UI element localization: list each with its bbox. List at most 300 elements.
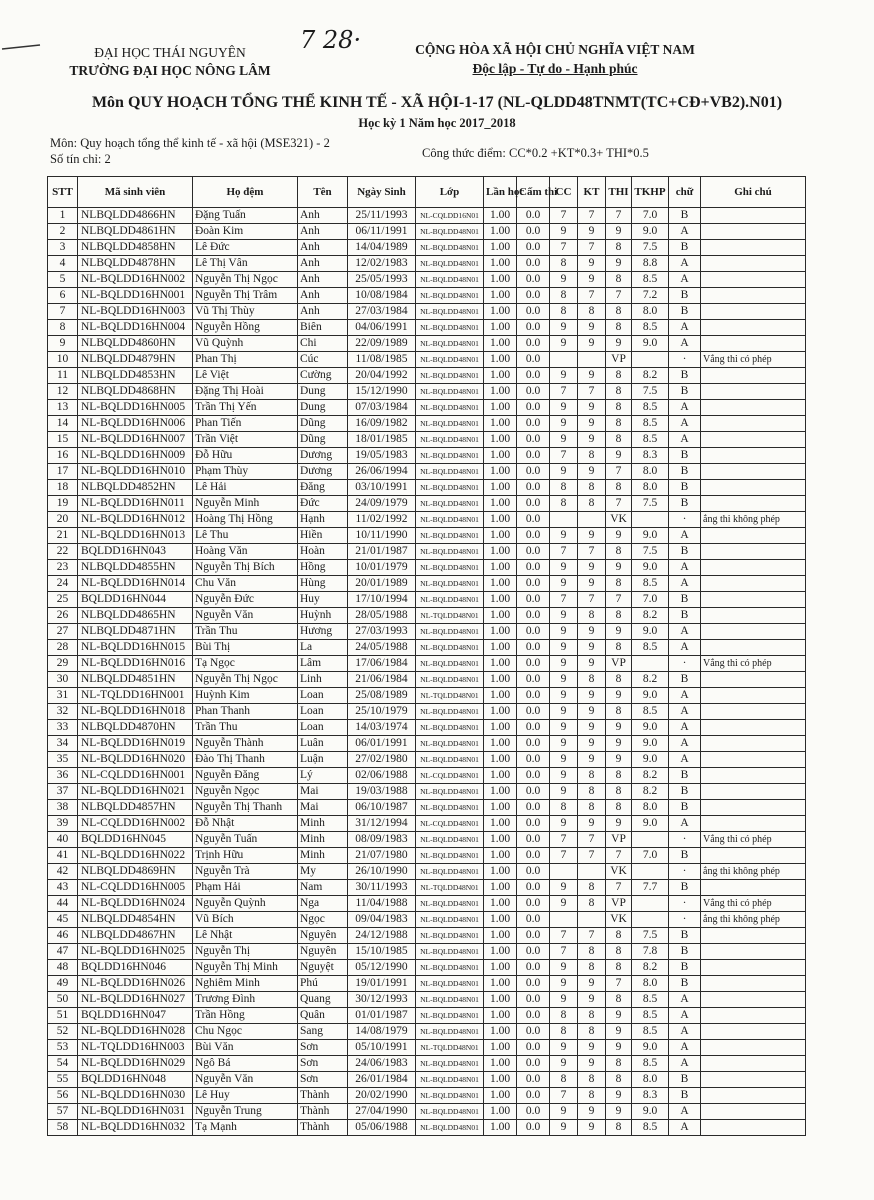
cell-surname: Đặng Thị Hoài — [193, 384, 298, 400]
cell-class: NL-BQLDD48N01 — [416, 240, 484, 256]
cell-class: NL-BQLDD48N01 — [416, 1072, 484, 1088]
cell-dob: 05/12/1990 — [348, 960, 416, 976]
cell-note — [701, 736, 806, 752]
cell-surname: Nguyễn Ngọc — [193, 784, 298, 800]
cell-tkhp: 8.5 — [632, 1008, 669, 1024]
cell-kt: 9 — [578, 368, 606, 384]
cell-given-name: Dung — [298, 384, 348, 400]
cell-attempt: 1.00 — [484, 512, 517, 528]
cell-letter: A — [669, 1008, 701, 1024]
cell-given-name: Hạnh — [298, 512, 348, 528]
cell-stt: 33 — [48, 720, 78, 736]
cell-student-id: NL-BQLDD16HN012 — [78, 512, 193, 528]
table-row — [48, 992, 806, 1008]
cell-dob: 25/11/1993 — [348, 208, 416, 224]
cell-thi: 8 — [606, 304, 632, 320]
cell-letter: B — [669, 928, 701, 944]
table-row — [48, 288, 806, 304]
cell-dob: 27/04/1990 — [348, 1104, 416, 1120]
cell-kt: 9 — [578, 320, 606, 336]
cell-attempt: 1.00 — [484, 560, 517, 576]
cell-student-id: NL-BQLDD16HN009 — [78, 448, 193, 464]
cell-cc: 9 — [550, 320, 578, 336]
cell-kt: 7 — [578, 208, 606, 224]
cell-ban: 0.0 — [517, 1072, 550, 1088]
table-row — [48, 784, 806, 800]
cell-surname: Trần Thị Yến — [193, 400, 298, 416]
cell-dob: 15/12/1990 — [348, 384, 416, 400]
cell-thi: 8 — [606, 672, 632, 688]
cell-stt: 24 — [48, 576, 78, 592]
table-row — [48, 640, 806, 656]
cell-given-name: Dũng — [298, 432, 348, 448]
cell-class: NL-BQLDD48N01 — [416, 832, 484, 848]
cell-cc: 9 — [550, 992, 578, 1008]
cell-thi: 9 — [606, 528, 632, 544]
cell-kt: 8 — [578, 1072, 606, 1088]
cell-thi: 8 — [606, 928, 632, 944]
cell-attempt: 1.00 — [484, 672, 517, 688]
column-header: Tên — [298, 177, 348, 208]
cell-given-name: Đăng — [298, 480, 348, 496]
cell-class: NL-BQLDD48N01 — [416, 368, 484, 384]
cell-ban: 0.0 — [517, 912, 550, 928]
cell-thi: 8 — [606, 384, 632, 400]
cell-stt: 29 — [48, 656, 78, 672]
cell-student-id: NL-BQLDD16HN030 — [78, 1088, 193, 1104]
cell-kt: 8 — [578, 896, 606, 912]
cell-cc: 9 — [550, 1120, 578, 1136]
cell-given-name: Anh — [298, 304, 348, 320]
cell-student-id: NL-BQLDD16HN025 — [78, 944, 193, 960]
cell-note — [701, 1008, 806, 1024]
cell-stt: 30 — [48, 672, 78, 688]
cell-class: NL-BQLDD48N01 — [416, 544, 484, 560]
cell-note — [701, 496, 806, 512]
cell-given-name: Loan — [298, 688, 348, 704]
cell-letter: B — [669, 368, 701, 384]
cell-ban: 0.0 — [517, 608, 550, 624]
cell-attempt: 1.00 — [484, 624, 517, 640]
cell-ban: 0.0 — [517, 400, 550, 416]
cell-ban: 0.0 — [517, 848, 550, 864]
cell-cc: 9 — [550, 432, 578, 448]
cell-note — [701, 416, 806, 432]
cell-class: NL-BQLDD48N01 — [416, 1104, 484, 1120]
cell-given-name: Phú — [298, 976, 348, 992]
cell-cc: 9 — [550, 640, 578, 656]
cell-note — [701, 880, 806, 896]
cell-cc: 7 — [550, 592, 578, 608]
table-row — [48, 304, 806, 320]
table-row — [48, 320, 806, 336]
cell-ban: 0.0 — [517, 416, 550, 432]
cell-letter: A — [669, 256, 701, 272]
cell-attempt: 1.00 — [484, 784, 517, 800]
cell-attempt: 1.00 — [484, 928, 517, 944]
cell-given-name: Sơn — [298, 1056, 348, 1072]
cell-cc: 9 — [550, 976, 578, 992]
cell-given-name: Đức — [298, 496, 348, 512]
cell-stt: 53 — [48, 1040, 78, 1056]
table-row — [48, 512, 806, 528]
cell-kt: 8 — [578, 496, 606, 512]
cell-attempt: 1.00 — [484, 1104, 517, 1120]
cell-note — [701, 560, 806, 576]
cell-kt: 9 — [578, 656, 606, 672]
cell-dob: 20/04/1992 — [348, 368, 416, 384]
cell-ban: 0.0 — [517, 320, 550, 336]
cell-kt: 8 — [578, 880, 606, 896]
cell-ban: 0.0 — [517, 624, 550, 640]
cell-class: NL-BQLDD48N01 — [416, 672, 484, 688]
cell-attempt: 1.00 — [484, 944, 517, 960]
cell-thi: VP — [606, 832, 632, 848]
cell-note — [701, 752, 806, 768]
cell-letter: B — [669, 784, 701, 800]
cell-tkhp: 9.0 — [632, 224, 669, 240]
country-name: CỘNG HÒA XÃ HỘI CHỦ NGHĨA VIỆT NAM — [415, 42, 695, 57]
table-row — [48, 208, 806, 224]
cell-attempt: 1.00 — [484, 1120, 517, 1136]
column-header: STT — [48, 177, 78, 208]
table-row — [48, 976, 806, 992]
cell-class: NL-BQLDD48N01 — [416, 912, 484, 928]
cell-stt: 34 — [48, 736, 78, 752]
table-row — [48, 624, 806, 640]
cell-ban: 0.0 — [517, 864, 550, 880]
cell-attempt: 1.00 — [484, 912, 517, 928]
cell-thi: 9 — [606, 1088, 632, 1104]
table-row — [48, 1088, 806, 1104]
cell-given-name: Cúc — [298, 352, 348, 368]
cell-kt: 7 — [578, 544, 606, 560]
table-row — [48, 1040, 806, 1056]
cell-cc: 9 — [550, 1040, 578, 1056]
cell-ban: 0.0 — [517, 1120, 550, 1136]
cell-surname: Chu Ngọc — [193, 1024, 298, 1040]
cell-surname: Lê Thu — [193, 528, 298, 544]
cell-cc — [550, 912, 578, 928]
table-row — [48, 720, 806, 736]
cell-dob: 14/03/1974 — [348, 720, 416, 736]
cell-ban: 0.0 — [517, 352, 550, 368]
cell-student-id: NLBQLDD4879HN — [78, 352, 193, 368]
cell-tkhp: 7.7 — [632, 880, 669, 896]
cell-student-id: NL-BQLDD16HN024 — [78, 896, 193, 912]
cell-given-name: Cường — [298, 368, 348, 384]
cell-thi: 8 — [606, 576, 632, 592]
cell-thi: 8 — [606, 992, 632, 1008]
cell-class: NL-BQLDD48N01 — [416, 752, 484, 768]
cell-attempt: 1.00 — [484, 1056, 517, 1072]
table-row — [48, 576, 806, 592]
cell-class: NL-BQLDD48N01 — [416, 384, 484, 400]
cell-given-name: Hồng — [298, 560, 348, 576]
cell-thi: 8 — [606, 320, 632, 336]
cell-stt: 51 — [48, 1008, 78, 1024]
cell-attempt: 1.00 — [484, 432, 517, 448]
cell-ban: 0.0 — [517, 640, 550, 656]
cell-given-name: Dung — [298, 400, 348, 416]
cell-tkhp: 8.0 — [632, 800, 669, 816]
cell-kt: 8 — [578, 672, 606, 688]
cell-attempt: 1.00 — [484, 496, 517, 512]
cell-given-name: Minh — [298, 816, 348, 832]
cell-stt: 21 — [48, 528, 78, 544]
cell-tkhp: 8.2 — [632, 368, 669, 384]
cell-letter: A — [669, 1040, 701, 1056]
cell-surname: Nguyễn Hồng — [193, 320, 298, 336]
cell-given-name: Mai — [298, 800, 348, 816]
cell-attempt: 1.00 — [484, 1088, 517, 1104]
cell-tkhp — [632, 512, 669, 528]
cell-given-name: Anh — [298, 208, 348, 224]
cell-student-id: BQLDD16HN048 — [78, 1072, 193, 1088]
cell-tkhp: 8.5 — [632, 1024, 669, 1040]
cell-dob: 17/06/1984 — [348, 656, 416, 672]
cell-surname: Huỳnh Kim — [193, 688, 298, 704]
cell-note — [701, 720, 806, 736]
cell-dob: 17/10/1994 — [348, 592, 416, 608]
cell-surname: Vũ Bích — [193, 912, 298, 928]
cell-class: NL-BQLDD48N01 — [416, 400, 484, 416]
cell-given-name: Nguyệt — [298, 960, 348, 976]
cell-thi: 8 — [606, 544, 632, 560]
cell-stt: 13 — [48, 400, 78, 416]
cell-thi: 8 — [606, 240, 632, 256]
cell-attempt: 1.00 — [484, 1040, 517, 1056]
grade-table — [47, 176, 806, 1136]
cell-ban: 0.0 — [517, 560, 550, 576]
cell-cc: 9 — [550, 560, 578, 576]
cell-attempt: 1.00 — [484, 576, 517, 592]
cell-dob: 20/02/1990 — [348, 1088, 416, 1104]
cell-tkhp: 8.8 — [632, 256, 669, 272]
cell-attempt: 1.00 — [484, 240, 517, 256]
cell-note — [701, 704, 806, 720]
cell-tkhp: 8.0 — [632, 304, 669, 320]
column-header: Mã sinh viên — [78, 177, 193, 208]
cell-surname: Nguyễn Thị Ngọc — [193, 272, 298, 288]
cell-class: NL-BQLDD48N01 — [416, 496, 484, 512]
cell-class: NL-BQLDD48N01 — [416, 288, 484, 304]
cell-cc: 9 — [550, 224, 578, 240]
cell-class: NL-BQLDD48N01 — [416, 336, 484, 352]
cell-cc: 8 — [550, 1072, 578, 1088]
cell-stt: 1 — [48, 208, 78, 224]
cell-cc: 9 — [550, 768, 578, 784]
cell-surname: Trần Hồng — [193, 1008, 298, 1024]
cell-tkhp: 9.0 — [632, 560, 669, 576]
cell-class: NL-BQLDD48N01 — [416, 736, 484, 752]
cell-student-id: NL-BQLDD16HN027 — [78, 992, 193, 1008]
cell-attempt: 1.00 — [484, 208, 517, 224]
cell-cc — [550, 864, 578, 880]
cell-class: NL-TQLDD48N01 — [416, 688, 484, 704]
cell-kt: 7 — [578, 592, 606, 608]
cell-letter: A — [669, 1024, 701, 1040]
cell-given-name: Luân — [298, 736, 348, 752]
cell-given-name: Sơn — [298, 1072, 348, 1088]
cell-letter: A — [669, 1120, 701, 1136]
cell-kt: 8 — [578, 800, 606, 816]
cell-letter: B — [669, 208, 701, 224]
cell-letter: · — [669, 512, 701, 528]
cell-student-id: NL-BQLDD16HN013 — [78, 528, 193, 544]
cell-student-id: NL-CQLDD16HN002 — [78, 816, 193, 832]
cell-class: NL-BQLDD48N01 — [416, 592, 484, 608]
cell-letter: B — [669, 464, 701, 480]
cell-kt: 9 — [578, 624, 606, 640]
handwritten-note: 7 28· — [300, 26, 362, 54]
cell-letter: B — [669, 384, 701, 400]
cell-stt: 9 — [48, 336, 78, 352]
cell-thi: 8 — [606, 400, 632, 416]
cell-attempt: 1.00 — [484, 832, 517, 848]
cell-kt: 7 — [578, 240, 606, 256]
table-row — [48, 224, 806, 240]
cell-ban: 0.0 — [517, 464, 550, 480]
cell-class: NL-BQLDD48N01 — [416, 480, 484, 496]
cell-tkhp: 9.0 — [632, 752, 669, 768]
cell-attempt: 1.00 — [484, 656, 517, 672]
cell-thi: 9 — [606, 1024, 632, 1040]
cell-surname: Phan Tiến — [193, 416, 298, 432]
cell-given-name: Biên — [298, 320, 348, 336]
cell-surname: Ngô Bá — [193, 1056, 298, 1072]
table-row — [48, 1008, 806, 1024]
cell-note — [701, 608, 806, 624]
cell-student-id: NLBQLDD4858HN — [78, 240, 193, 256]
cell-dob: 08/09/1983 — [348, 832, 416, 848]
cell-stt: 16 — [48, 448, 78, 464]
cell-stt: 20 — [48, 512, 78, 528]
cell-tkhp: 8.5 — [632, 272, 669, 288]
cell-cc: 9 — [550, 1104, 578, 1120]
cell-ban: 0.0 — [517, 656, 550, 672]
cell-cc: 9 — [550, 576, 578, 592]
cell-note — [701, 976, 806, 992]
course-line: Môn: Quy hoạch tổng thể kinh tế - xã hội (MSE321) - 2 — [50, 136, 330, 150]
cell-class: NL-TQLDD48N01 — [416, 608, 484, 624]
cell-attempt: 1.00 — [484, 416, 517, 432]
cell-tkhp: 9.0 — [632, 336, 669, 352]
cell-attempt: 1.00 — [484, 752, 517, 768]
cell-cc: 7 — [550, 1088, 578, 1104]
cell-student-id: BQLDD16HN046 — [78, 960, 193, 976]
cell-cc: 7 — [550, 448, 578, 464]
cell-cc: 9 — [550, 688, 578, 704]
cell-stt: 22 — [48, 544, 78, 560]
cell-stt: 4 — [48, 256, 78, 272]
cell-class: NL-BQLDD48N01 — [416, 528, 484, 544]
cell-kt: 9 — [578, 224, 606, 240]
cell-attempt: 1.00 — [484, 768, 517, 784]
cell-dob: 26/06/1994 — [348, 464, 416, 480]
cell-dob: 31/12/1994 — [348, 816, 416, 832]
cell-attempt: 1.00 — [484, 544, 517, 560]
cell-class: NL-BQLDD48N01 — [416, 640, 484, 656]
cell-class: NL-BQLDD48N01 — [416, 656, 484, 672]
table-row — [48, 880, 806, 896]
cell-given-name: Minh — [298, 848, 348, 864]
cell-ban: 0.0 — [517, 544, 550, 560]
cell-letter: A — [669, 1104, 701, 1120]
cell-thi: 9 — [606, 736, 632, 752]
column-header: Ngày Sinh — [348, 177, 416, 208]
cell-kt: 9 — [578, 432, 606, 448]
cell-surname: Nguyễn Đức — [193, 592, 298, 608]
cell-attempt: 1.00 — [484, 880, 517, 896]
cell-surname: Nguyễn Thị Bích — [193, 560, 298, 576]
cell-stt: 46 — [48, 928, 78, 944]
cell-stt: 26 — [48, 608, 78, 624]
cell-tkhp: 9.0 — [632, 816, 669, 832]
table-row — [48, 496, 806, 512]
cell-surname: Nghiêm Minh — [193, 976, 298, 992]
cell-dob: 03/10/1991 — [348, 480, 416, 496]
cell-thi: 8 — [606, 960, 632, 976]
cell-surname: Tạ Ngọc — [193, 656, 298, 672]
cell-tkhp — [632, 656, 669, 672]
cell-class: NL-BQLDD48N01 — [416, 448, 484, 464]
cell-tkhp: 7.5 — [632, 928, 669, 944]
cell-class: NL-BQLDD48N01 — [416, 576, 484, 592]
cell-note: Vắng thi có phép — [701, 656, 806, 672]
cell-stt: 56 — [48, 1088, 78, 1104]
table-row — [48, 400, 806, 416]
cell-class: NL-BQLDD48N01 — [416, 1088, 484, 1104]
cell-ban: 0.0 — [517, 336, 550, 352]
cell-given-name: Nguyên — [298, 944, 348, 960]
cell-given-name: Lâm — [298, 656, 348, 672]
cell-note — [701, 1056, 806, 1072]
cell-dob: 24/12/1988 — [348, 928, 416, 944]
cell-note — [701, 528, 806, 544]
table-row — [48, 592, 806, 608]
cell-stt: 25 — [48, 592, 78, 608]
cell-kt: 9 — [578, 752, 606, 768]
cell-kt: 9 — [578, 736, 606, 752]
cell-surname: Nguyễn Thị Minh — [193, 960, 298, 976]
cell-surname: Phan Thanh — [193, 704, 298, 720]
cell-class: NL-BQLDD48N01 — [416, 720, 484, 736]
cell-student-id: BQLDD16HN045 — [78, 832, 193, 848]
table-row — [48, 480, 806, 496]
cell-student-id: NLBQLDD4851HN — [78, 672, 193, 688]
cell-kt: 8 — [578, 1088, 606, 1104]
cell-attempt: 1.00 — [484, 640, 517, 656]
cell-kt: 8 — [578, 448, 606, 464]
table-header-row — [48, 177, 806, 208]
cell-thi: VP — [606, 656, 632, 672]
cell-attempt: 1.00 — [484, 608, 517, 624]
cell-note — [701, 336, 806, 352]
cell-student-id: NL-BQLDD16HN026 — [78, 976, 193, 992]
cell-note — [701, 1040, 806, 1056]
cell-dob: 24/06/1983 — [348, 1056, 416, 1072]
cell-tkhp: 9.0 — [632, 720, 669, 736]
cell-letter: A — [669, 272, 701, 288]
cell-thi: 8 — [606, 416, 632, 432]
cell-surname: Nguyễn Đăng — [193, 768, 298, 784]
cell-thi: VP — [606, 896, 632, 912]
cell-given-name: Dương — [298, 464, 348, 480]
cell-student-id: NL-BQLDD16HN032 — [78, 1120, 193, 1136]
cell-student-id: NL-BQLDD16HN014 — [78, 576, 193, 592]
cell-surname: Hoàng Thị Hồng — [193, 512, 298, 528]
